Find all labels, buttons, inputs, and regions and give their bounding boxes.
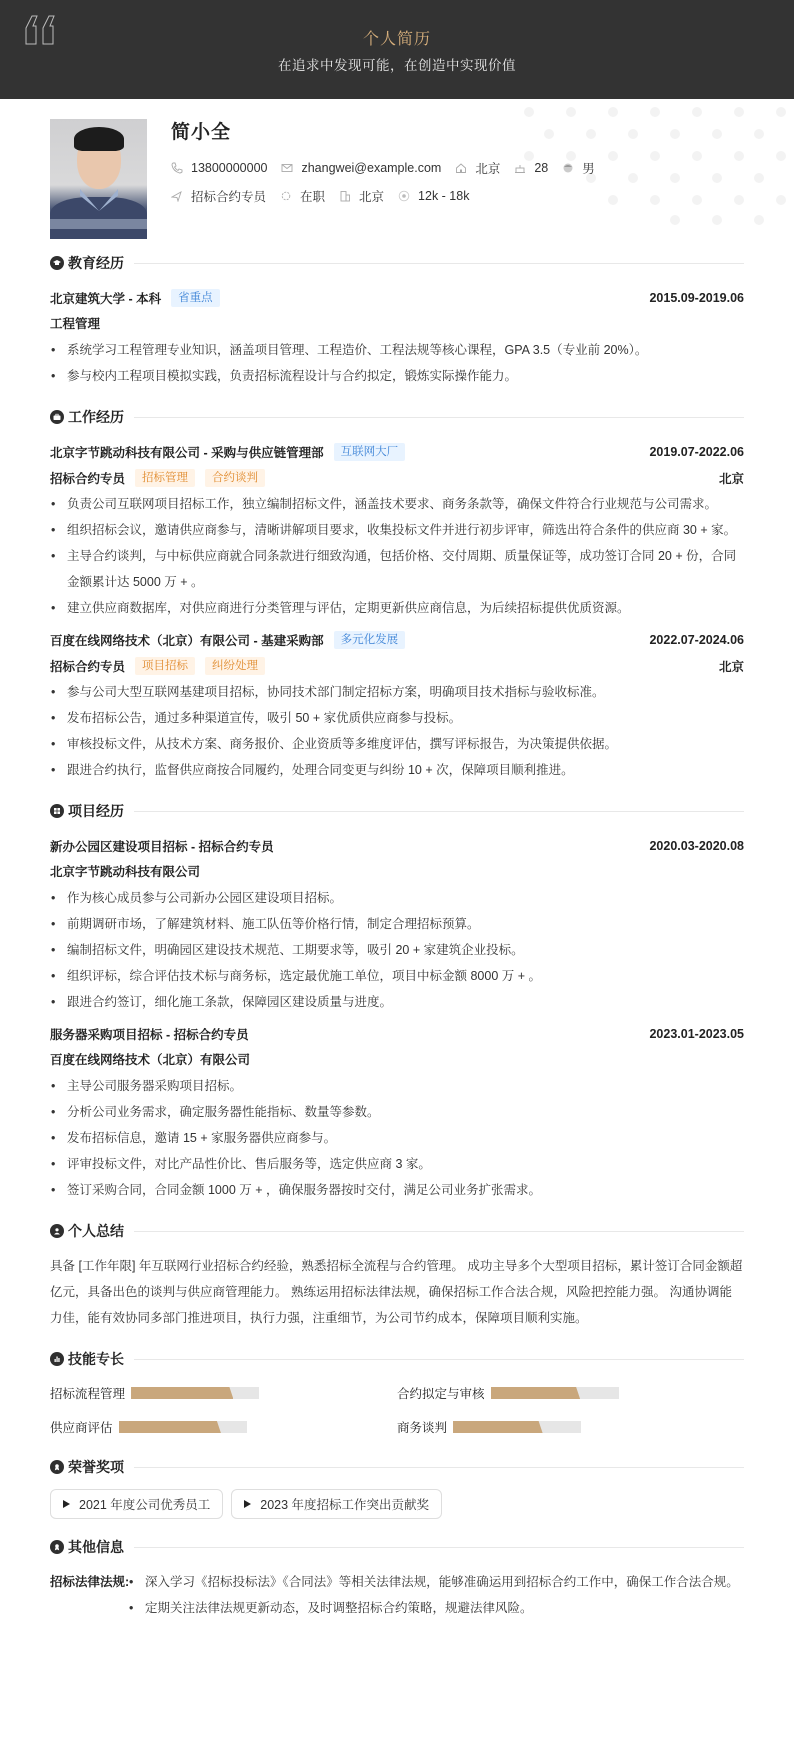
list-item: • 负责公司互联网项目招标工作，独立编制招标文件，涵盖技术要求、商务条款等，确保文件符合行业规范与公司需求。	[50, 491, 744, 517]
skill-bar	[119, 1421, 247, 1433]
info-hometown	[455, 159, 500, 177]
status-icon	[280, 190, 292, 202]
projects-section	[50, 799, 744, 1203]
age-value: 28	[534, 161, 549, 175]
project-company: 北京字节跳动科技有限公司	[50, 865, 201, 879]
mail-icon	[281, 162, 293, 174]
role-tag: 纠纷处理	[205, 657, 265, 675]
age-icon	[514, 162, 526, 174]
list-item: • 作为核心成员参与公司新办公园区建设项目招标。	[50, 885, 744, 911]
education-section	[50, 251, 744, 389]
work-period: 2022.07-2024.06	[649, 633, 744, 647]
role-tag: 合约谈判	[205, 469, 265, 487]
list-item: • 定期关注法律法规更新动态，及时调整招标合约策略，规避法律风险。	[128, 1595, 744, 1621]
triangle-icon	[244, 1500, 251, 1508]
role-tag: 项目招标	[135, 657, 195, 675]
list-item: • 前期调研市场，了解建筑材料、施工队伍等价格行情，制定合理招标预算。	[50, 911, 744, 937]
phone-value: 13800000000	[191, 161, 268, 175]
skill-label: 商务谈判	[397, 1421, 448, 1435]
info-position	[171, 187, 266, 205]
section-divider	[134, 1231, 744, 1232]
skill-fill	[131, 1387, 233, 1399]
info-salary	[398, 189, 469, 203]
work-period: 2019.07-2022.06	[649, 445, 744, 459]
list-item: • 主导公司服务器采购项目招标。	[50, 1073, 744, 1099]
home-icon	[455, 162, 467, 174]
list-item: • 评审投标文件，对比产品性价比、售后服务等，选定供应商 3 家。	[50, 1151, 744, 1177]
major: 工程管理	[50, 317, 101, 331]
list-item: • 主导合约谈判，与中标供应商就合同条款进行细致沟通，包括价格、交付周期、质量保证等，成功签订合同 20 + 份，合同金额累计达 5000 万 + 。	[50, 543, 744, 595]
skill-item	[50, 1415, 397, 1439]
section-title: 技能专长	[68, 1351, 124, 1367]
skill-label: 供应商评估	[50, 1421, 113, 1435]
position-value: 招标合约专员	[191, 190, 267, 204]
project-company: 百度在线网络技术（北京）有限公司	[50, 1053, 251, 1067]
role-tag: 招标管理	[135, 469, 195, 487]
company-name: 北京字节跳动科技有限公司 - 采购与供应链管理部	[50, 446, 324, 460]
role-name: 招标合约专员	[50, 472, 126, 486]
project-grid-icon	[50, 804, 64, 818]
project-entry	[50, 1021, 744, 1203]
section-divider	[134, 1359, 744, 1360]
list-item: • 审核投标文件，从技术方案、商务报价、企业资质等多维度评估，撰写评标报告，为决策提供依据。	[50, 731, 744, 757]
work-location: 北京	[718, 472, 744, 486]
email-value: zhangwei@example.com	[301, 161, 442, 175]
gender-icon	[562, 162, 574, 174]
company-name: 百度在线网络技术（北京）有限公司 - 基建采购部	[50, 634, 324, 648]
salary-icon	[398, 190, 410, 202]
work-entry	[50, 439, 744, 621]
list-item: • 组织评标，综合评估技术标与商务标，选定最优施工单位，项目中标金额 8000 万 + 。	[50, 963, 744, 989]
list-item: • 编制招标文件，明确园区建设技术规范、工期要求等，吸引 20 + 家建筑企业投标。	[50, 937, 744, 963]
city-value: 北京	[359, 190, 385, 204]
award-label: 2023 年度招标工作突出贡献奖	[260, 1498, 430, 1512]
work-section	[50, 405, 744, 783]
info-icon	[50, 1540, 64, 1554]
list-item: • 跟进合约执行，监督供应商按合同履约，处理合同变更与纠纷 10 + 次，保障项目顺利推进。	[50, 757, 744, 783]
summary-section	[50, 1219, 744, 1331]
graduation-cap-icon	[50, 256, 64, 270]
skill-bar	[453, 1421, 581, 1433]
education-period: 2015.09-2019.06	[649, 291, 744, 305]
section-title: 工作经历	[68, 409, 124, 425]
award-label: 2021 年度公司优秀员工	[79, 1498, 211, 1512]
list-item: • 参与公司大型互联网基建项目招标，协同技术部门制定招标方案，明确项目技术指标与验收标准。	[50, 679, 744, 705]
section-title: 教育经历	[68, 255, 124, 271]
section-divider	[134, 1467, 744, 1468]
list-item: • 发布招标信息，邀请 15 + 家服务器供应商参与。	[50, 1125, 744, 1151]
award-badge	[231, 1489, 442, 1519]
skill-item	[397, 1381, 744, 1405]
status-value: 在职	[300, 190, 326, 204]
resume-header	[0, 0, 794, 99]
building-icon	[339, 190, 351, 202]
header-title: 个人简历	[362, 31, 431, 48]
education-entry	[50, 285, 744, 389]
skill-item	[50, 1381, 397, 1405]
list-item: • 系统学习工程管理专业知识，涵盖项目管理、工程造价、工程法规等核心课程，GPA 3.5（专业前 20%）。	[50, 337, 744, 363]
section-divider	[134, 811, 744, 812]
list-item: • 发布招标公告，通过多种渠道宣传，吸引 50 + 家优质供应商参与投标。	[50, 705, 744, 731]
info-city	[339, 187, 384, 205]
info-email	[281, 161, 441, 175]
skill-fill	[119, 1421, 221, 1433]
award-badge	[50, 1489, 223, 1519]
info-gender	[562, 159, 595, 177]
briefcase-icon	[50, 410, 64, 424]
list-item: • 深入学习《招标投标法》《合同法》等相关法律法规，能够准确运用到招标合约工作中，确保工作合法合规。	[128, 1569, 744, 1595]
list-item: • 签订采购合同，合同金额 1000 万 + ，确保服务器按时交付，满足公司业务扩张需求。	[50, 1177, 744, 1203]
project-entry	[50, 833, 744, 1015]
school-name: 北京建筑大学 - 本科	[50, 292, 162, 306]
awards-section	[50, 1455, 744, 1519]
bar-chart-icon	[50, 1352, 64, 1366]
section-title: 项目经历	[68, 803, 124, 819]
skill-label: 合约拟定与审核	[397, 1387, 485, 1401]
work-location: 北京	[718, 660, 744, 674]
list-item: • 参与校内工程项目模拟实践，负责招标流程设计与合约拟定，锻炼实际操作能力。	[50, 363, 744, 389]
list-item: • 组织招标会议，邀请供应商参与，清晰讲解项目要求，收集投标文件并进行初步评审，筛选出符合条件的供应商 30 + 家。	[50, 517, 744, 543]
info-age	[514, 161, 548, 175]
hometown-value: 北京	[475, 162, 501, 176]
section-divider	[134, 263, 744, 264]
list-item: • 建立供应商数据库，对供应商进行分类管理与评估，定期更新供应商信息，为后续招标提供优质资源。	[50, 595, 744, 621]
other-label: 招标法律法规:	[50, 1575, 130, 1589]
profile-section	[50, 99, 744, 249]
list-item: • 跟进合约签订，细化施工条款，保障园区建设质量与进度。	[50, 989, 744, 1015]
company-tag: 互联网大厂	[334, 443, 406, 461]
section-title: 其他信息	[68, 1539, 124, 1555]
user-icon	[50, 1224, 64, 1238]
project-name: 新办公园区建设项目招标 - 招标合约专员	[50, 840, 274, 854]
gender-value: 男	[582, 162, 595, 176]
work-entry	[50, 627, 744, 783]
summary-text: 具备 [工作年限] 年互联网行业招标合约经验，熟悉招标全流程与合约管理。 成功主导多个大型项目招标，累计签订合同金额超亿元，具备出色的谈判与供应商管理能力。 熟练运用招标法律法规，确保招标工作合法合规，风险把控能力强。 沟通协调能力佳，能有效协同多部门推进项目，执行力强，注重细节，为公司节约成本，保障项目顺利实施。	[50, 1259, 743, 1325]
other-item	[50, 1569, 744, 1621]
info-phone	[171, 161, 267, 175]
skills-section	[50, 1347, 744, 1439]
section-title: 荣誉奖项	[68, 1459, 124, 1475]
section-divider	[134, 1547, 744, 1548]
info-status	[280, 187, 325, 205]
triangle-icon	[63, 1500, 70, 1508]
skill-item	[397, 1415, 744, 1439]
job-icon	[171, 190, 183, 202]
other-section	[50, 1535, 744, 1621]
section-divider	[134, 417, 744, 418]
skill-fill	[491, 1387, 581, 1399]
profile-name: 简小全	[171, 122, 232, 143]
phone-icon	[171, 162, 183, 174]
project-period: 2023.01-2023.05	[649, 1027, 744, 1041]
skill-bar	[491, 1387, 619, 1399]
role-name: 招标合约专员	[50, 660, 126, 674]
salary-value: 12k - 18k	[418, 189, 470, 203]
project-name: 服务器采购项目招标 - 招标合约专员	[50, 1028, 249, 1042]
award-icon	[50, 1460, 64, 1474]
avatar	[50, 119, 147, 239]
project-period: 2020.03-2020.08	[649, 839, 744, 853]
header-subtitle: 在追求中发现可能，在创造中实现价值	[278, 58, 516, 73]
skill-fill	[453, 1421, 543, 1433]
list-item: • 分析公司业务需求，确定服务器性能指标、数量等参数。	[50, 1099, 744, 1125]
section-title: 个人总结	[68, 1223, 124, 1239]
school-tag: 省重点	[171, 289, 220, 307]
company-tag: 多元化发展	[334, 631, 406, 649]
skill-label: 招标流程管理	[50, 1387, 126, 1401]
skill-bar	[131, 1387, 259, 1399]
